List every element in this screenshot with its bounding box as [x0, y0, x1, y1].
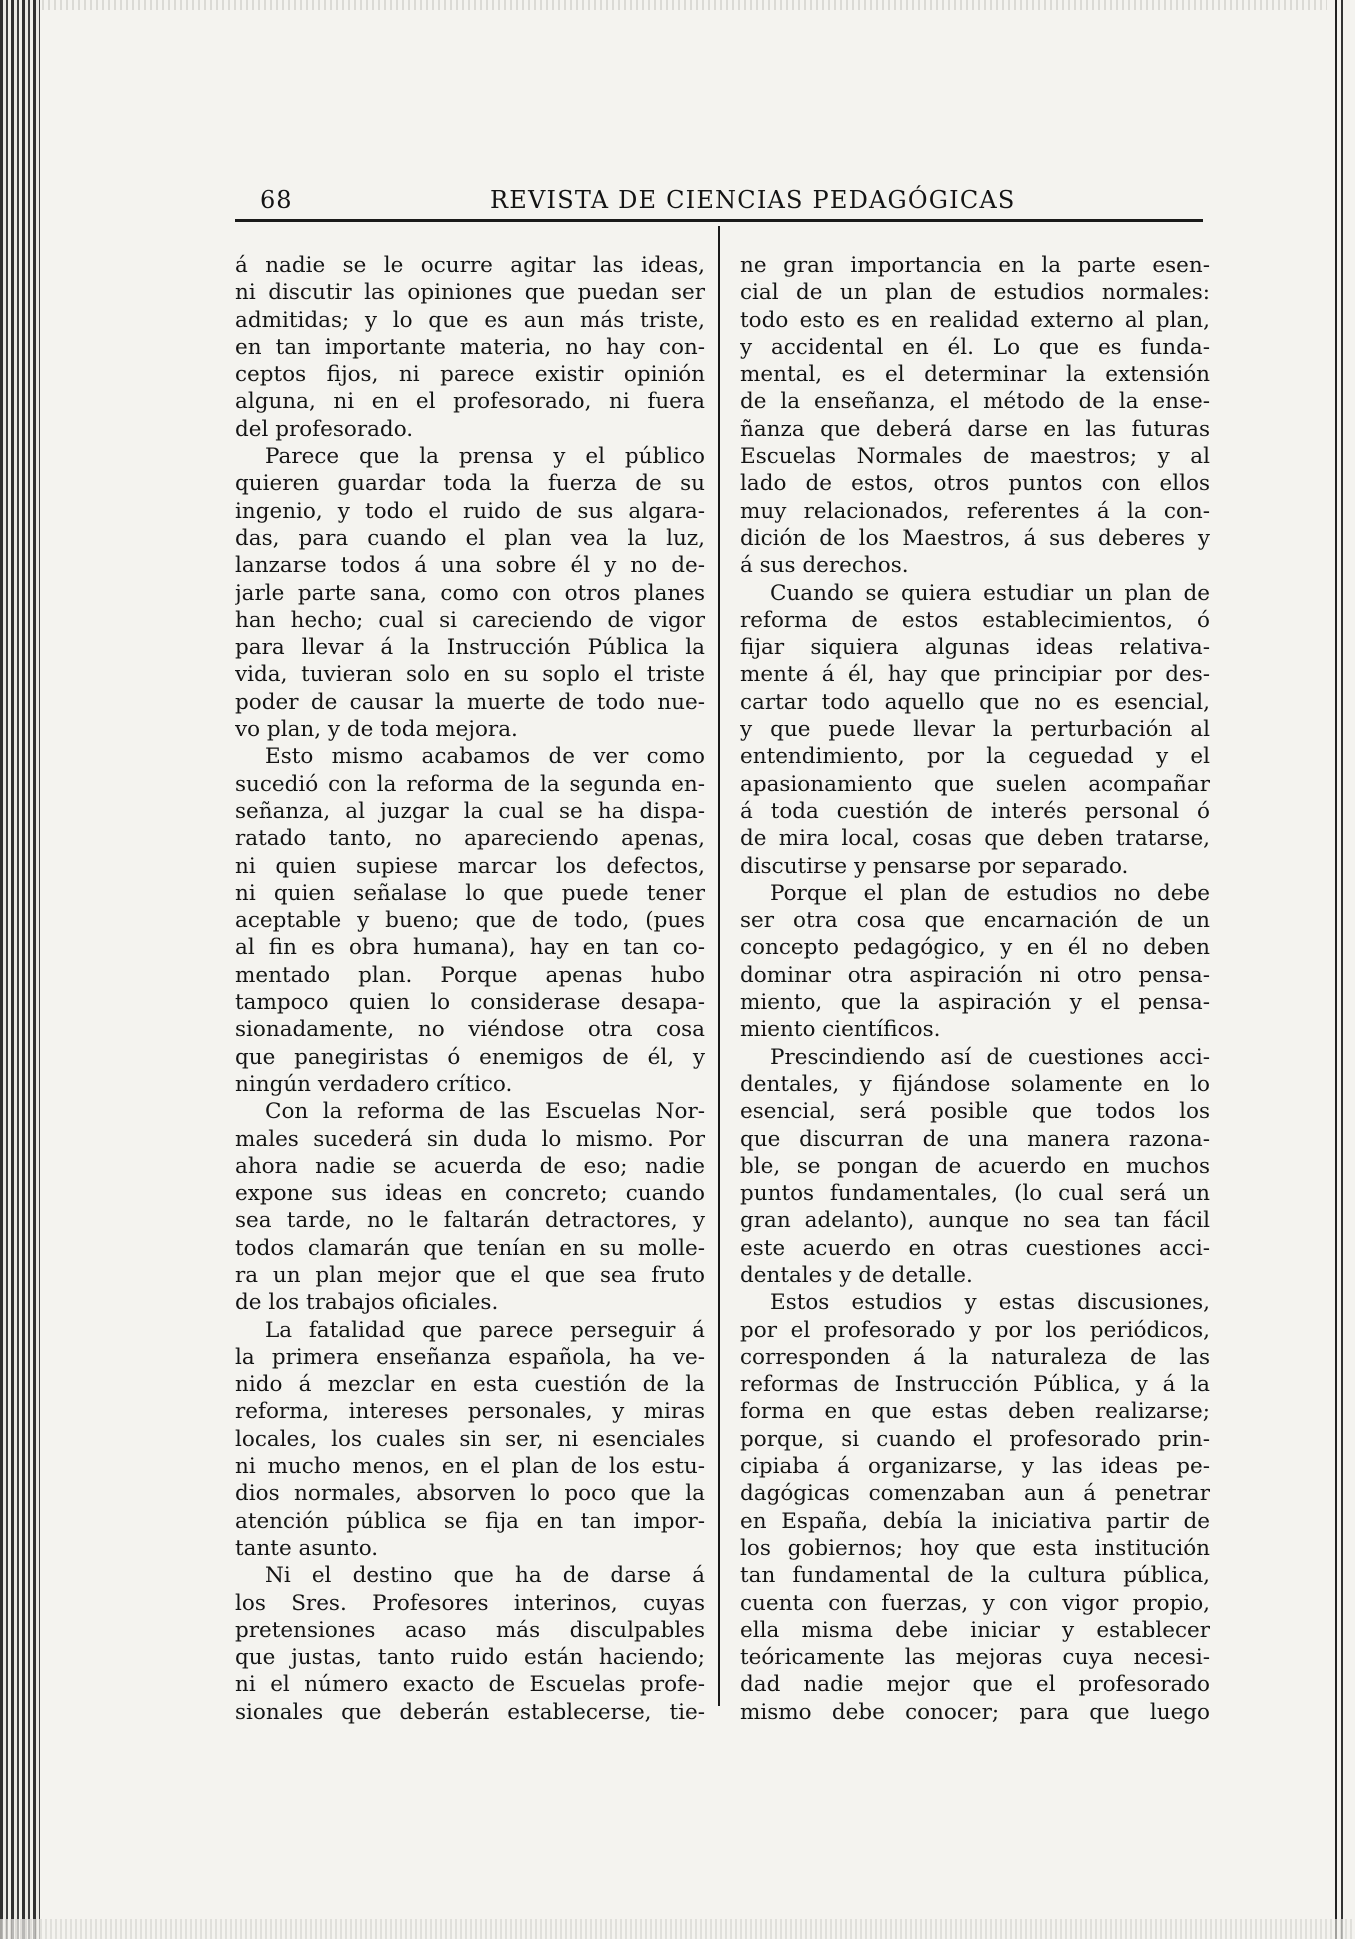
text-line: porque, si cuando el profesorado prin-: [740, 1426, 1210, 1452]
text-line: corresponden á la naturaleza de las: [740, 1344, 1210, 1370]
text-line: y accidental en él. Lo que es funda-: [740, 334, 1210, 360]
text-line: los Sres. Profesores interinos, cuyas: [235, 1590, 705, 1616]
text-line: entendimiento, por la ceguedad y el: [740, 744, 1210, 770]
text-line: apasionamiento que suelen acompañar: [740, 771, 1210, 797]
text-line: pretensiones acaso más disculpables: [235, 1617, 705, 1643]
text-line: la primera enseñanza española, ha ve-: [235, 1344, 705, 1370]
text-line: este acuerdo en otras cuestiones acci-: [740, 1235, 1210, 1261]
text-line: ble, se pongan de acuerdo en muchos: [740, 1153, 1210, 1179]
text-line: dad nadie mejor que el profesorado: [740, 1672, 1210, 1698]
text-line: á sus derechos.: [740, 553, 909, 579]
text-line: cuenta con fuerzas, y con vigor propio,: [740, 1590, 1210, 1616]
text-line: cartar todo aquello que no es esencial,: [740, 689, 1210, 715]
text-line: á toda cuestión de interés personal ó: [740, 798, 1210, 824]
text-line: ningún verdadero crítico.: [235, 1071, 513, 1097]
text-line: ratado tanto, no apareciendo apenas,: [235, 826, 705, 852]
text-line: sionales que deberán establecerse, tie-: [235, 1699, 705, 1725]
text-line: locales, los cuales sin ser, ni esenciales: [235, 1426, 705, 1452]
text-line: males sucederá sin duda lo mismo. Por: [235, 1126, 705, 1152]
text-line: esencial, será posible que todos los: [740, 1099, 1210, 1125]
text-line: que panegiristas ó enemigos de él, y: [235, 1044, 705, 1070]
left-column: [235, 252, 705, 1726]
text-line: dentales, y fijándose solamente en lo: [740, 1071, 1210, 1097]
text-line: mismo debe conocer; para que luego: [740, 1699, 1210, 1725]
text-line: Parece que la prensa y el público: [265, 444, 705, 470]
text-line: poder de causar la muerte de todo nue-: [235, 689, 705, 715]
text-line: reforma, intereses personales, y miras: [235, 1399, 705, 1425]
scan-binding-right: [1327, 0, 1355, 1939]
text-line: lado de estos, otros puntos con ellos: [740, 471, 1210, 497]
text-line: ni el número exacto de Escuelas profe-: [235, 1672, 705, 1698]
text-line: en España, debía la iniciativa partir de: [740, 1508, 1210, 1534]
text-line: ceptos fijos, ni parece existir opinión: [235, 362, 705, 388]
text-line: mente á él, hay que principiar por des-: [740, 662, 1210, 688]
text-line: alguna, ni en el profesorado, ni fuera: [235, 389, 705, 415]
right-column: [740, 252, 1210, 1726]
text-line: nido á mezclar en esta cuestión de la: [235, 1372, 705, 1398]
text-line: dios normales, absorven lo poco que la: [235, 1481, 705, 1507]
text-line: discutirse y pensarse por separado.: [740, 853, 1129, 879]
header-rule: [235, 219, 1203, 222]
text-line: aceptable y bueno; que de todo, (pues: [235, 908, 705, 934]
text-line: mentado plan. Porque apenas hubo: [235, 962, 705, 988]
text-line: mental, es el determinar la extensión: [740, 362, 1210, 388]
text-line: Porque el plan de estudios no debe: [770, 880, 1210, 906]
text-line: vo plan, y de toda mejora.: [235, 717, 518, 743]
text-line: atención pública se fija en tan impor-: [235, 1508, 705, 1534]
text-line: das, para cuando el plan vea la luz,: [235, 525, 705, 551]
text-line: tampoco quien lo considerase desapa-: [235, 990, 705, 1016]
page-top-edge: [0, 0, 1355, 10]
text-line: ra un plan mejor que el que sea fruto: [235, 1262, 705, 1288]
text-line: de la enseñanza, el método de la ense-: [740, 389, 1210, 415]
text-line: ni quien supiese marcar los defectos,: [235, 853, 705, 879]
text-line: gran adelanto), aunque no sea tan fácil: [740, 1208, 1210, 1234]
text-line: quieren guardar toda la fuerza de su: [235, 471, 705, 497]
text-line: sea tarde, no le faltarán detractores, y: [235, 1208, 705, 1234]
text-line: señanza, al juzgar la cual se ha dispa-: [235, 798, 705, 824]
text-line: Cuando se quiera estudiar un plan de: [770, 580, 1210, 606]
text-line: Estos estudios y estas discusiones,: [770, 1290, 1210, 1316]
text-line: todos clamarán que tenían en su molle-: [235, 1235, 705, 1261]
text-line: Con la reforma de las Escuelas Nor-: [265, 1099, 705, 1125]
text-line: todo esto es en realidad externo al plan,: [740, 307, 1210, 333]
running-title: REVISTA DE CIENCIAS PEDAGÓGICAS: [490, 186, 1016, 214]
text-line: cipiaba á organizarse, y las ideas pe-: [740, 1454, 1210, 1480]
text-line: expone sus ideas en concreto; cuando: [235, 1181, 705, 1207]
text-line: Escuelas Normales de maestros; y al: [740, 444, 1210, 470]
text-line: de los trabajos oficiales.: [235, 1290, 499, 1316]
text-line: puntos fundamentales, (lo cual será un: [740, 1181, 1210, 1207]
text-line: tan fundamental de la cultura pública,: [740, 1563, 1210, 1589]
text-line: ñanza que deberá darse en las futuras: [740, 416, 1210, 442]
text-line: dominar otra aspiración ni otro pensa-: [740, 962, 1210, 988]
text-line: ser otra cosa que encarnación de un: [740, 908, 1210, 934]
text-line: del profesorado.: [235, 416, 414, 442]
text-line: dición de los Maestros, á sus deberes y: [740, 525, 1210, 551]
text-line: ni quien señalase lo que puede tener: [235, 880, 705, 906]
text-line: por el profesorado y por los periódicos,: [740, 1317, 1210, 1343]
text-line: reformas de Instrucción Pública, y á la: [740, 1372, 1210, 1398]
text-line: ahora nadie se acuerda de eso; nadie: [235, 1153, 705, 1179]
page-header: [232, 186, 1204, 222]
text-line: al fin es obra humana), hay en tan co-: [235, 935, 705, 961]
text-line: cial de un plan de estudios normales:: [740, 280, 1210, 306]
text-line: miento, que la aspiración y el pensa-: [740, 990, 1210, 1016]
text-line: que justas, tanto ruido están haciendo;: [235, 1645, 705, 1671]
text-line: sucedió con la reforma de la segunda en-: [235, 771, 705, 797]
text-line: miento científicos.: [740, 1017, 941, 1043]
text-line: los gobiernos; hoy que esta institución: [740, 1535, 1210, 1561]
text-line: han hecho; cual si careciendo de vigor: [235, 607, 705, 633]
text-line: admitidas; y lo que es aun más triste,: [235, 307, 705, 333]
text-line: fijar siquiera algunas ideas relativa-: [740, 635, 1210, 661]
page-bottom-edge: [0, 1919, 1355, 1939]
text-line: ni discutir las opiniones que puedan ser: [235, 280, 705, 306]
text-line: tante asunto.: [235, 1535, 379, 1561]
text-line: ni mucho menos, en el plan de los estu-: [235, 1454, 705, 1480]
text-line: dentales y de detalle.: [740, 1262, 973, 1288]
text-line: ingenio, y todo el ruido de sus algara-: [235, 498, 705, 524]
text-line: reforma de estos establecimientos, ó: [740, 607, 1210, 633]
text-line: sionadamente, no viéndose otra cosa: [235, 1017, 705, 1043]
text-line: Ni el destino que ha de darse á: [265, 1563, 705, 1589]
text-line: teóricamente las mejoras cuya necesi-: [740, 1645, 1210, 1671]
text-line: Prescindiendo así de cuestiones acci-: [770, 1044, 1210, 1070]
column-divider: [718, 226, 720, 1706]
page-number: 68: [260, 186, 293, 214]
text-line: en tan importante materia, no hay con-: [235, 334, 705, 360]
text-line: dagógicas comenzaban aun á penetrar: [740, 1481, 1210, 1507]
text-line: que discurran de una manera razona-: [740, 1126, 1210, 1152]
text-line: lanzarse todos á una sobre él y no de-: [235, 553, 705, 579]
text-line: para llevar á la Instrucción Pública la: [235, 635, 705, 661]
text-line: jarle parte sana, como con otros planes: [235, 580, 705, 606]
text-line: de mira local, cosas que deben tratarse,: [740, 826, 1210, 852]
text-line: á nadie se le ocurre agitar las ideas,: [235, 253, 705, 278]
text-line: Esto mismo acabamos de ver como: [265, 744, 705, 770]
text-line: concepto pedagógico, y en él no deben: [740, 935, 1210, 961]
text-line: muy relacionados, referentes á la con-: [740, 498, 1210, 524]
text-line: ella misma debe iniciar y establecer: [740, 1617, 1210, 1643]
text-line: La fatalidad que parece perseguir á: [265, 1317, 705, 1343]
text-line: vida, tuvieran solo en su soplo el triste: [235, 662, 705, 688]
text-line: forma en que estas deben realizarse;: [740, 1399, 1210, 1425]
text-line: y que puede llevar la perturbación al: [740, 717, 1210, 743]
text-line: ne gran importancia en la parte esen-: [740, 253, 1210, 278]
scan-binding-left: [0, 0, 40, 1939]
